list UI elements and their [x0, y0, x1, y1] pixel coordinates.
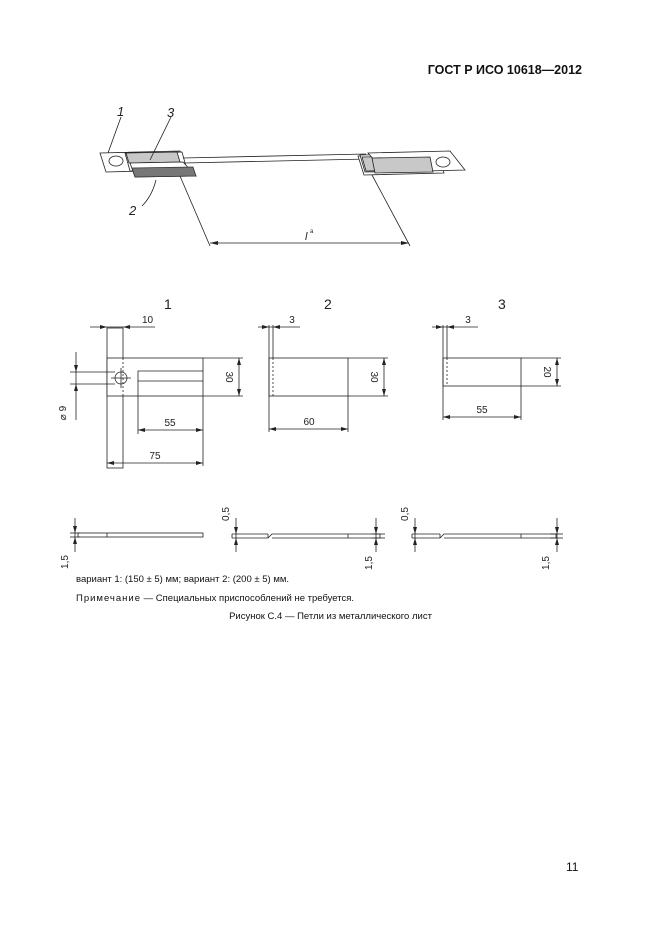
length-label: l	[305, 231, 308, 243]
dim-10: 10	[142, 315, 154, 326]
side-view-3	[412, 518, 563, 552]
dim-55-view3: 55	[476, 405, 488, 416]
dim-3-view2: 3	[289, 315, 295, 326]
dim-30-view1: 30	[223, 371, 234, 383]
dim-20: 20	[541, 366, 552, 378]
dim-0-5-side2: 0,5	[221, 507, 232, 521]
overview-assembly	[100, 117, 465, 246]
note	[76, 593, 354, 604]
view-3-number: 3	[498, 296, 506, 312]
dim-55-view1: 55	[164, 418, 176, 429]
page-number: 11	[566, 860, 579, 874]
footnote: вариант 1: (150 ± 5) мм; вариант 2: (200 ± 5) мм.	[76, 574, 290, 585]
callout-3: 3	[167, 105, 175, 120]
view-1-number: 1	[164, 296, 172, 312]
dim-30-view2: 30	[368, 371, 379, 383]
callout-1: 1	[117, 104, 125, 119]
length-superscript: a	[310, 229, 314, 235]
dim-60: 60	[303, 417, 315, 428]
figure-caption: Рисунок С.4 — Петли из металлического лист	[229, 611, 432, 622]
document-header: ГОСТ Р ИСО 10618—2012	[427, 63, 582, 77]
dim-0-5-side3: 0,5	[400, 507, 411, 521]
dim-1-5-side2: 1,5	[364, 556, 375, 570]
dim-75: 75	[149, 451, 161, 462]
view-1	[70, 325, 243, 468]
dim-hole: ⌀ 9	[58, 405, 69, 421]
side-view-2	[232, 518, 385, 552]
callout-2: 2	[129, 203, 137, 218]
dim-1-5-side1: 1,5	[60, 555, 71, 569]
view-2-number: 2	[324, 296, 332, 312]
note-label: Примечание	[76, 593, 141, 604]
dim-1-5-side3: 1,5	[541, 556, 552, 570]
dim-3-view3: 3	[465, 315, 471, 326]
note-text: — Специальных приспособлений не требуется.	[141, 593, 355, 604]
side-view-1	[70, 518, 203, 552]
